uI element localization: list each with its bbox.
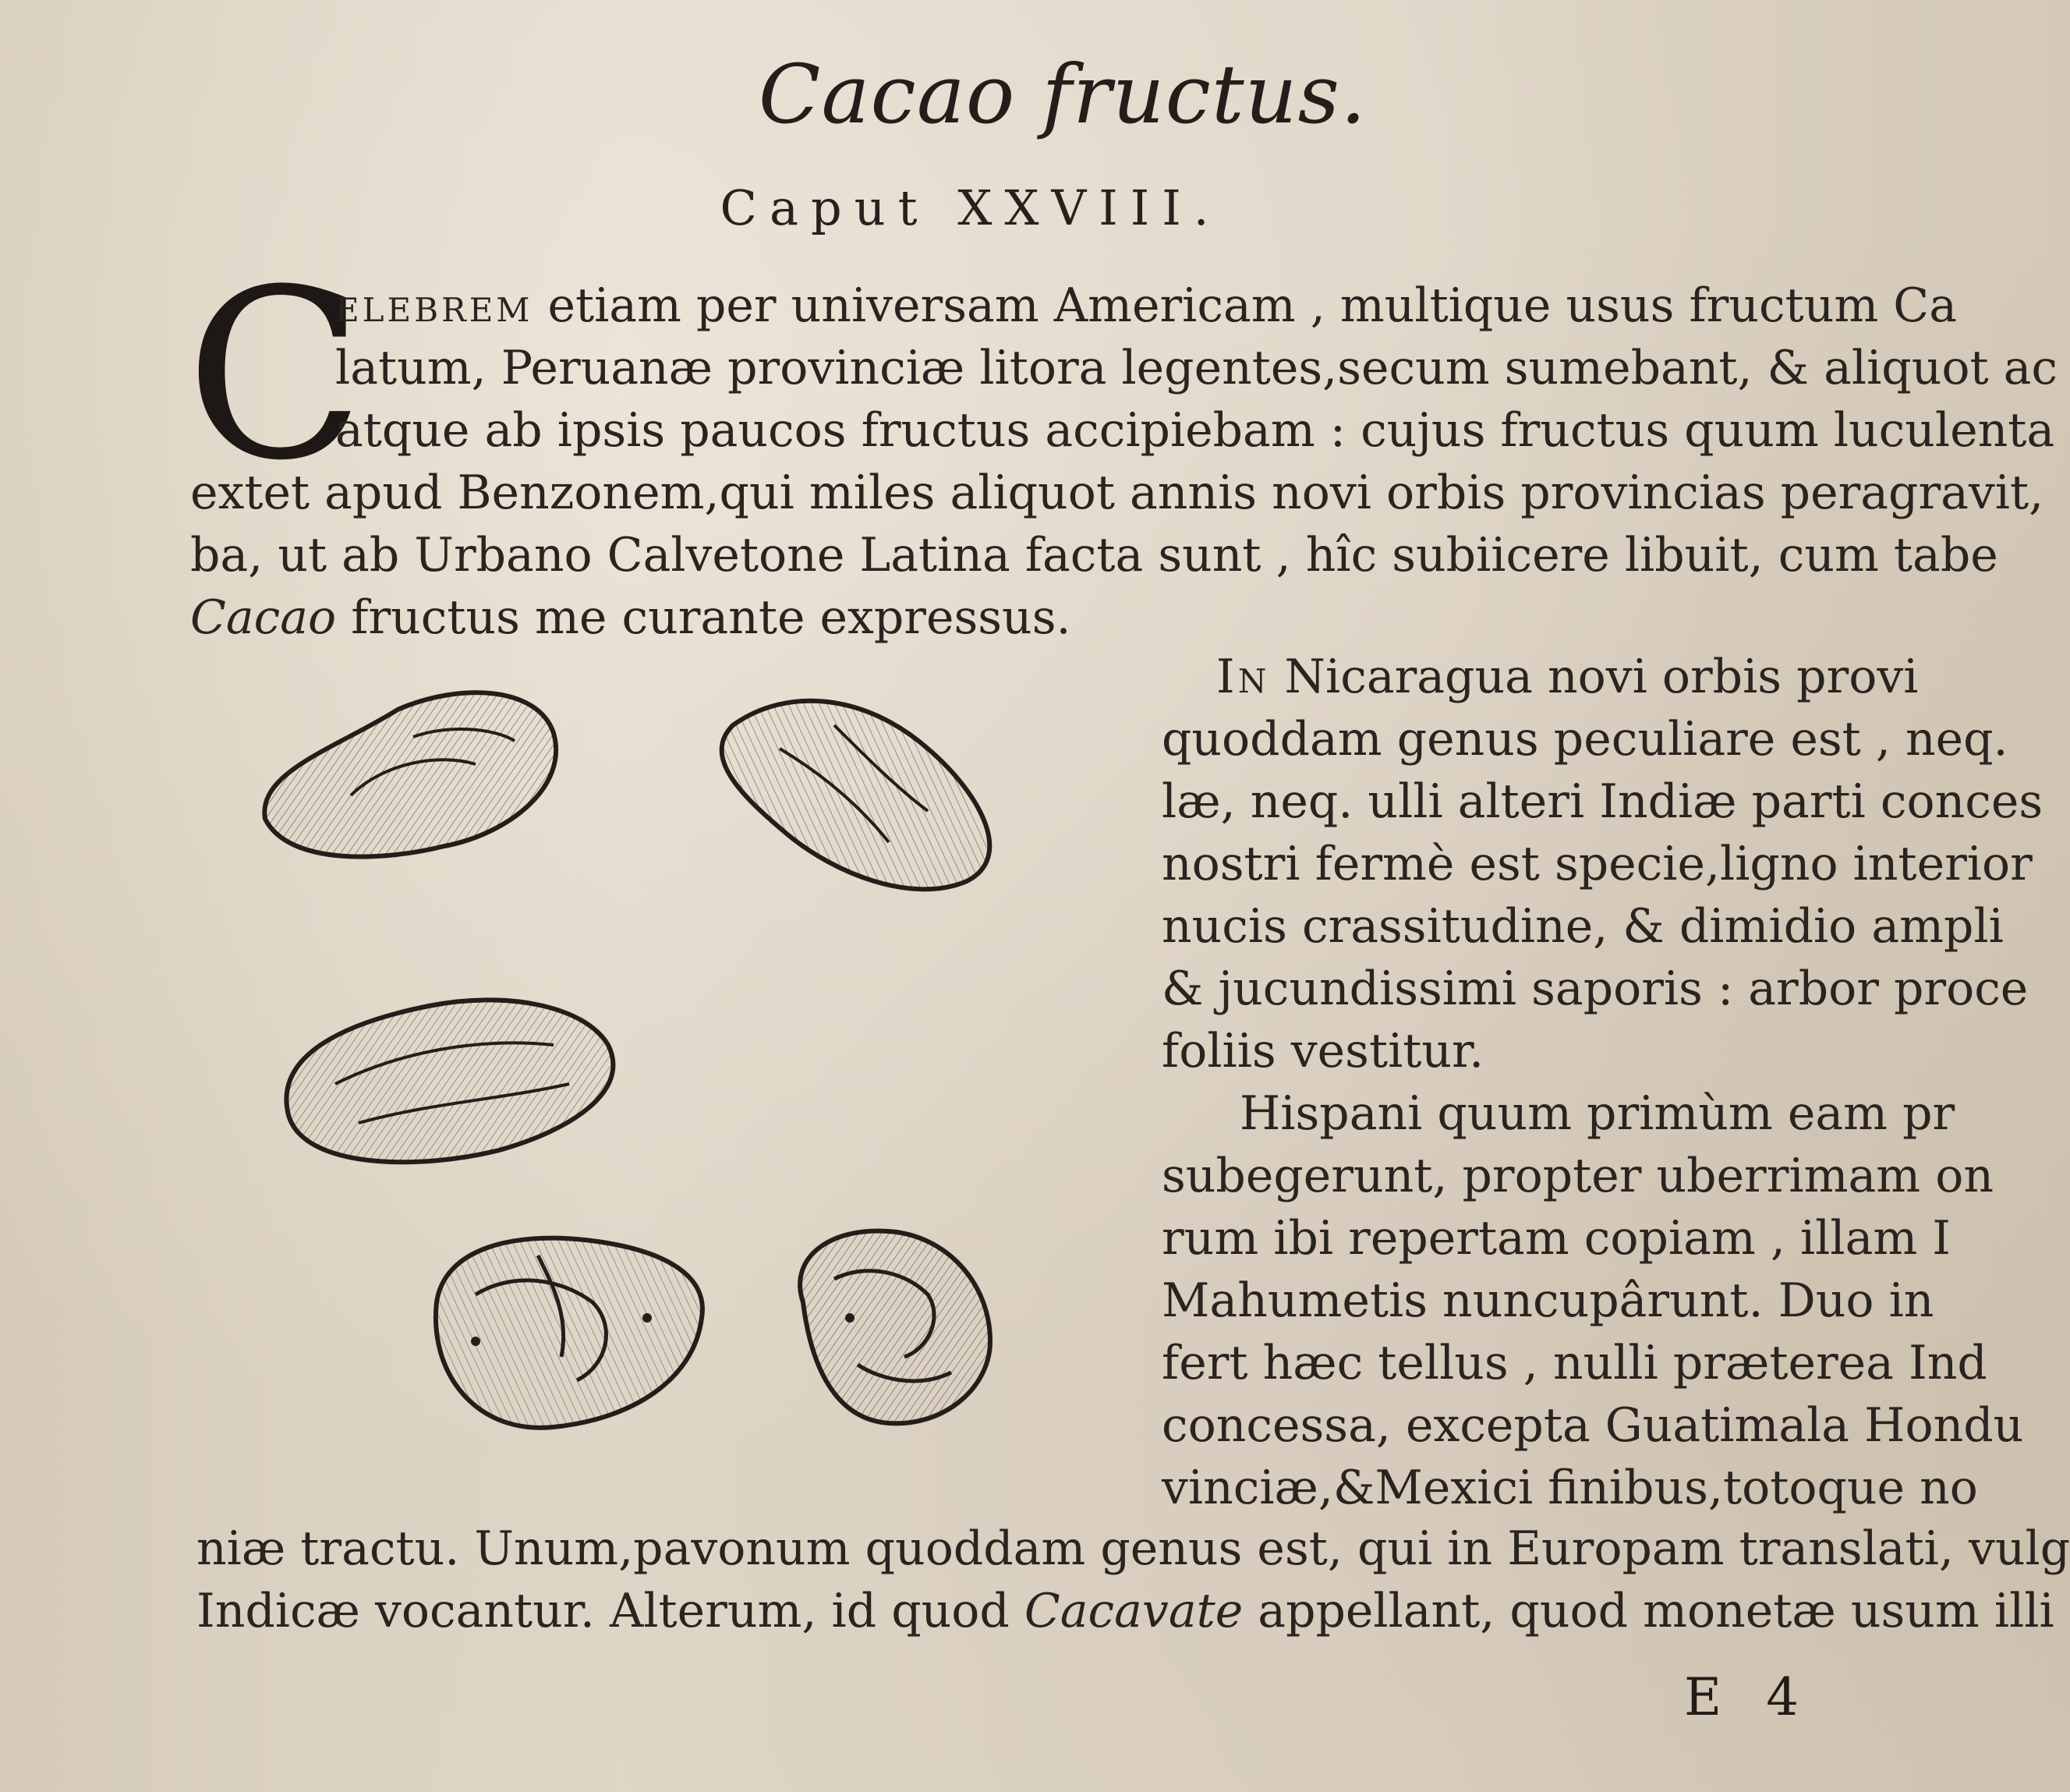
cacao-bean-3 bbox=[286, 1000, 613, 1162]
signature-mark: E 4 bbox=[1684, 1667, 1813, 1727]
right-line-13: concessa, excepta Guatimala Hondu bbox=[1162, 1398, 2024, 1453]
right-line-9: subegerunt, propter uberrimam on bbox=[1162, 1149, 1994, 1203]
intro-line-5: ba, ut ab Urbano Calvetone Latina facta sunt , hîc subiicere libuit, cum tabe bbox=[190, 528, 1998, 583]
right-line-12: fert hæc tellus , nulli præterea Ind bbox=[1162, 1336, 1987, 1390]
cacao-bean-2 bbox=[722, 701, 990, 890]
chapter-heading: Caput XXVIII. bbox=[720, 179, 1222, 236]
right-line-14: vinciæ,&Mexici finibus,totoque no bbox=[1162, 1461, 1978, 1515]
right-line-1: In Nicaragua novi orbis provi bbox=[1216, 650, 1919, 704]
right-line-8: Hispani quum primùm eam pr bbox=[1240, 1086, 1955, 1141]
intro-line-4: extet apud Benzonem,qui miles aliquot annis novi orbis provincias peragravit, bbox=[190, 466, 2044, 520]
intro-line-2: latum, Peruanæ provinciæ litora legentes,secum sumebant, & aliquot ac bbox=[335, 341, 2058, 395]
cacao-beans-illustration bbox=[242, 678, 1068, 1489]
intro-line-1: elebrem etiam per universam Americam , multique usus fructum Ca bbox=[335, 278, 1957, 333]
right-line-2: quoddam genus peculiare est , neq. bbox=[1162, 712, 2008, 767]
right-line-11: Mahumetis nuncupârunt. Duo in bbox=[1162, 1273, 1934, 1328]
right-line-10: rum ibi repertam copiam , illam I bbox=[1162, 1211, 1951, 1266]
cacao-bean-5 bbox=[800, 1231, 990, 1423]
page-title: Cacao fructus. bbox=[758, 47, 1368, 142]
intro-line-6: Cacao fructus me curante expressus. bbox=[190, 590, 1071, 645]
drop-cap: C bbox=[186, 239, 365, 512]
right-line-3: læ, neq. ulli alteri Indiæ parti conces bbox=[1162, 774, 2043, 829]
cacao-bean-1 bbox=[264, 692, 556, 856]
right-line-7: foliis vestitur. bbox=[1162, 1024, 1484, 1078]
intro-lead-word: elebrem bbox=[335, 278, 533, 333]
right-line-5: nucis crassitudine, & dimidio ampli bbox=[1162, 899, 2004, 954]
cacao-bean-4 bbox=[436, 1238, 702, 1428]
right-line-4: nostri fermè est specie,ligno interior bbox=[1162, 837, 2033, 891]
intro-line-3: atque ab ipsis paucos fructus accipiebam : cujus fructus quum luculenta bbox=[335, 403, 2055, 458]
right-line-6: & jucundissimi saporis : arbor proce bbox=[1162, 962, 2029, 1016]
bottom-line-1: niæ tractu. Unum,pavonum quoddam genus est, qui in Europam translati, vulg bbox=[196, 1521, 2070, 1576]
bottom-line-2: Indicæ vocantur. Alterum, id quod Cacavate appellant, quod monetæ usum illi bbox=[196, 1584, 2054, 1638]
